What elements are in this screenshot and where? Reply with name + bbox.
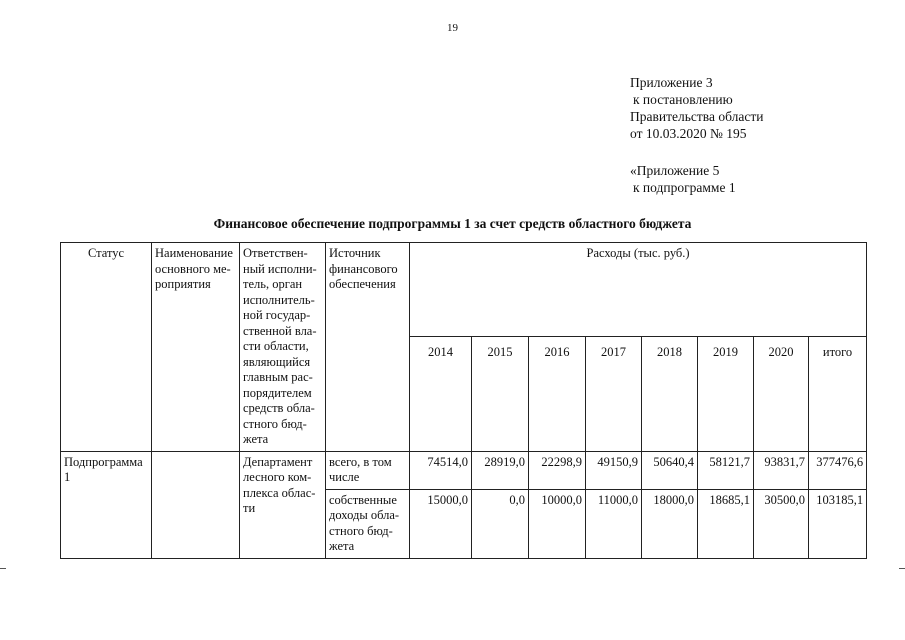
cell-value: 11000,0 [586,489,642,558]
header-expenses: Расходы (тыс. руб.) [410,243,867,337]
scan-edge-mark [899,568,905,569]
scan-edge-mark [0,568,6,569]
header-source: Источник финансового обеспечения [326,243,410,452]
cell-value: 93831,7 [754,451,809,489]
financing-table [60,242,867,559]
row-source: всего, в том числе [326,451,410,489]
document-title: Финансовое обеспечение подпрограммы 1 за счет средств областного бюджета [213,216,692,231]
row-source: собственные доходы обла-стного бюд-жета [326,489,410,558]
cell-value: 30500,0 [754,489,809,558]
cell-value: 15000,0 [410,489,472,558]
table-header-row [61,243,867,337]
appendix-header-line: к постановлению [633,92,733,107]
cell-value: 58121,7 [698,451,754,489]
header-year: 2019 [698,336,754,451]
table-row [61,451,867,489]
cell-value: 22298,9 [529,451,586,489]
cell-value: 0,0 [472,489,529,558]
appendix-quote [630,162,736,196]
cell-value: 18000,0 [642,489,698,558]
appendix-header-line: Правительства области [630,109,764,124]
header-year: 2017 [586,336,642,451]
cell-total: 103185,1 [809,489,867,558]
cell-value: 28919,0 [472,451,529,489]
appendix-quote-line: «Приложение 5 [630,163,720,178]
page-number: 19 [447,22,458,34]
cell-total: 377476,6 [809,451,867,489]
header-year: 2015 [472,336,529,451]
cell-value: 50640,4 [642,451,698,489]
header-status: Статус [61,243,152,452]
subprogram-status: Подпрограмма 1 [61,451,152,558]
subprogram-responsible: Департамент лесного ком-плекса облас-ти [240,451,326,558]
header-total: итого [809,336,867,451]
cell-value: 18685,1 [698,489,754,558]
appendix-header [630,74,763,142]
cell-value: 49150,9 [586,451,642,489]
header-responsible: Ответствен-ный исполни-тель, орган исполнитель-ной государ-ственной вла-сти области, являющийся главным рас-порядителем средств обла-стного бюд-жета [240,243,326,452]
header-year: 2014 [410,336,472,451]
cell-value: 10000,0 [529,489,586,558]
appendix-header-line: Приложение 3 [630,75,713,90]
header-year: 2018 [642,336,698,451]
appendix-quote-line: к подпрограмме 1 [633,180,736,195]
header-year: 2020 [754,336,809,451]
subprogram-activity-name [152,451,240,558]
header-year: 2016 [529,336,586,451]
header-activity-name: Наименование основного ме-роприятия [152,243,240,452]
cell-value: 74514,0 [410,451,472,489]
appendix-header-line: от 10.03.2020 № 195 [630,126,747,141]
